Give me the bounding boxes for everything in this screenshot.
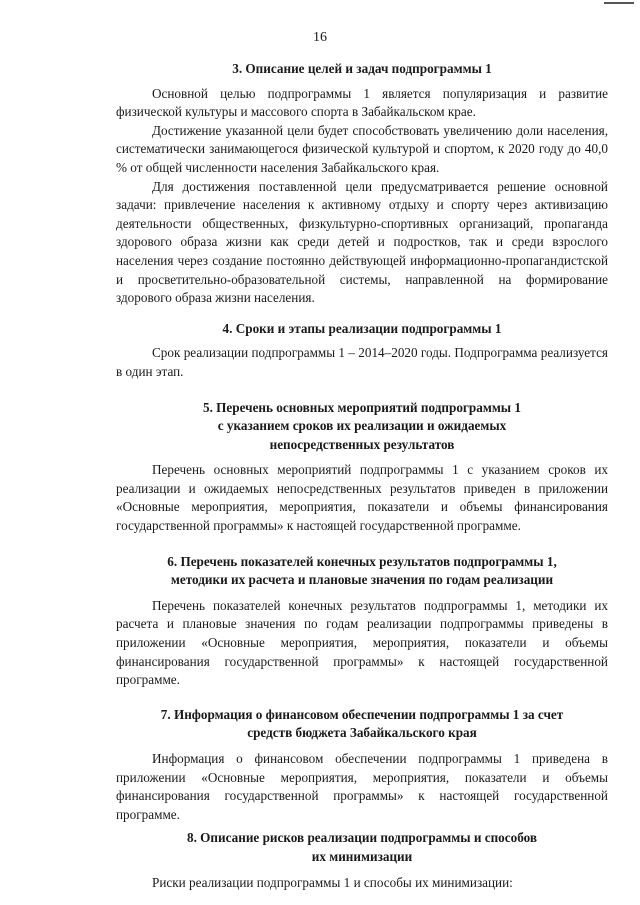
section-5-title-line-1: 5. Перечень основных мероприятий подпрограммы 1 <box>202 399 521 415</box>
section-7-title-line-2: средств бюджета Забайкальского края <box>247 725 477 741</box>
section-3-paragraph-2: Достижение указанной цели будет способствовать увеличению доли населения, систематически занимающегося физической культурой и спортом, к 2020 году до 40,0 % от общей численности населения Забайкальского края. <box>116 122 608 175</box>
section-6-title-line-2: методики их расчета и плановые значения по годам реализации <box>170 572 554 588</box>
section-4-title: 4. Сроки и этапы реализации подпрограммы 1 <box>222 320 502 336</box>
corner-mark <box>604 2 634 4</box>
section-3-paragraph-3: Для достижения поставленной цели предусматривается решение основной задачи: привлечение населения к активному отдыху и спорту через активизацию деятельности общественных, физкультурно-спортивных организаций, пропаганда здорового образа жизни как среди детей и подростков, так и среди взрослого населения через создание постоянно действующей информационно-пропагандистской и просветительно-образовательной системы, направленной на формирование здорового образа жизни населения. <box>116 178 608 306</box>
section-5-paragraph-1: Перечень основных мероприятий подпрограммы 1 с указанием сроков их реализации и ожидаемых непосредственных результатов приведен в приложении «Основные мероприятия, мероприятия, показатели и объемы финансирования государственной программы» к настоящей государственной программе. <box>116 462 608 534</box>
section-5-title <box>116 399 608 455</box>
page-number: 16 <box>313 30 327 45</box>
section-3-title: 3. Описание целей и задач подпрограммы 1 <box>232 61 492 76</box>
section-7-paragraph-1: Информация о финансовом обеспечении подпрограммы 1 приведена в приложении «Основные мероприятия, мероприятия, показатели и объемы финансирования государственной программы» к настоящей государственной программе. <box>116 751 608 822</box>
document-body <box>116 60 608 892</box>
section-5-title-line-2: с указанием сроков их реализации и ожидаемых <box>217 418 507 434</box>
section-3-paragraph-1: Основной целью подпрограммы 1 является популяризация и развитие физической культуры и массового спорта в Забайкальском крае. <box>116 85 608 120</box>
section-6-title-line-1: 6. Перечень показателей конечных результатов подпрограммы 1, <box>167 553 557 569</box>
section-8-title-line-1: 8. Описание рисков реализации подпрограммы и способов <box>186 830 538 846</box>
section-8-title <box>116 829 608 866</box>
section-8-title-line-2: их минимизации <box>311 848 413 864</box>
section-8-paragraph-1: Риски реализации подпрограммы 1 и способы их минимизации: <box>152 874 513 890</box>
section-7-title <box>116 706 608 743</box>
section-6-title <box>116 553 608 590</box>
section-4-paragraph-1: Срок реализации подпрограммы 1 – 2014–2020 годы. Подпрограмма реализуется в один этап. <box>116 345 608 379</box>
section-7-title-line-1: 7. Информация о финансовом обеспечении подпрограммы 1 за счет <box>160 706 564 722</box>
section-6-paragraph-1: Перечень показателей конечных результатов подпрограммы 1, методики их расчета и плановые значения по годам реализации подпрограммы приведены в приложении «Основные мероприятия, мероприятия, показатели и объемы финансирования государственной программы» к настоящей государственной программе. <box>116 597 608 688</box>
section-5-title-line-3: непосредственных результатов <box>269 436 455 452</box>
